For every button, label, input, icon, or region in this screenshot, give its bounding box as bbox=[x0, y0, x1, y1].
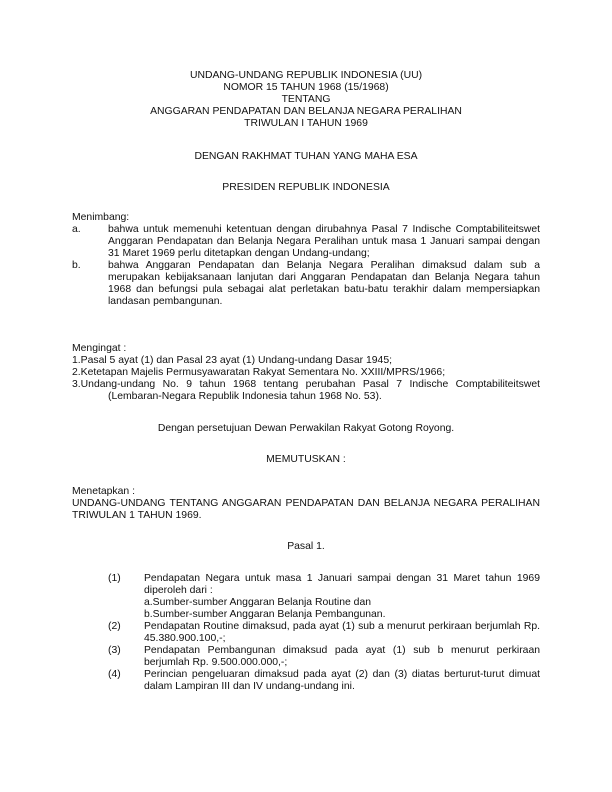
item-label: (2) bbox=[108, 621, 121, 632]
mengingat-item: 1.Pasal 5 ayat (1) dan Pasal 23 ayat (1) Undang-undang Dasar 1945; bbox=[72, 355, 393, 366]
pasal-item bbox=[108, 669, 540, 693]
menetapkan-section bbox=[72, 486, 540, 522]
menetapkan-text: UNDANG-UNDANG TENTANG ANGGARAN PENDAPATAN DAN BELANJA NEGARA PERALIHAN TRIWULAN 1 TAHUN 1969. bbox=[72, 498, 540, 521]
title-line: NOMOR 15 TAHUN 1968 (15/1968) bbox=[223, 82, 389, 93]
menimbang-item bbox=[72, 260, 540, 308]
item-text: bahwa untuk memenuhi ketentuan dengan dirubahnya Pasal 7 Indische Comptabiliteitswet Anggaran Pendapatan dan Belanja Negara Peralihan untuk masa 1 Januari sampai dengan 31 Maret 1969 perlu ditetapkan dengan Undang-undang; bbox=[108, 224, 540, 259]
president-heading: PRESIDEN REPUBLIK INDONESIA bbox=[222, 182, 390, 193]
sub-item: a.Sumber-sumber Anggaran Belanja Routine dan bbox=[144, 597, 372, 608]
title-line: ANGGARAN PENDAPATAN DAN BELANJA NEGARA PERALIHAN bbox=[150, 106, 462, 117]
sub-item: b.Sumber-sumber Anggaran Belanja Pembangunan. bbox=[144, 609, 386, 620]
approval-statement: Dengan persetujuan Dewan Perwakilan Rakyat Gotong Royong. bbox=[157, 423, 455, 434]
title-line: UNDANG-UNDANG REPUBLIK INDONESIA (UU) bbox=[189, 70, 423, 81]
invocation: DENGAN RAKHMAT TUHAN YANG MAHA ESA bbox=[194, 151, 418, 162]
item-text: Perincian pengeluaran dimaksud pada ayat (2) dan (3) diatas berturut-turut dimuat dalam Lampiran III dan IV undang-undang ini. bbox=[144, 669, 540, 692]
item-text: Pendapatan Pembangunan dimaksud pada ayat (1) sub b menurut perkiraan berjumlah Rp. 9.500.000.000,-; bbox=[144, 645, 540, 668]
mengingat-item: 3.Undang-undang No. 9 tahun 1968 tentang perubahan Pasal 7 Indische Comptabiliteitswet (Lembaran-Negara Republik Indonesia tahun 1968 No. 53). bbox=[72, 379, 540, 402]
pasal-1-title: Pasal 1. bbox=[287, 541, 325, 552]
item-text: Pendapatan Routine dimaksud, pada ayat (1) sub a menurut perkiraan berjumlah Rp. 45.380.900.100,-; bbox=[144, 621, 540, 644]
item-label: b. bbox=[72, 260, 81, 271]
pasal-item bbox=[108, 621, 540, 645]
item-text: bahwa Anggaran Pendapatan dan Belanja Negara Peralihan dimaksud dalam sub a merupakan kebijaksanaan lanjutan dari Anggaran Pendapatan dan Belanja Negara tahun 1968 dan befungsi pula sebagai alat perletakan batu-batu terakhir dalam mempersiapkan landasan pembangunan. bbox=[108, 260, 540, 307]
pasal-item bbox=[108, 573, 540, 621]
decision-heading: MEMUTUSKAN : bbox=[266, 454, 346, 465]
menetapkan-heading: Menetapkan : bbox=[72, 486, 135, 497]
item-label: (1) bbox=[108, 573, 121, 584]
item-label: a. bbox=[72, 224, 81, 235]
menimbang-heading: Menimbang: bbox=[72, 212, 130, 223]
item-text: Pendapatan Negara untuk masa 1 Januari sampai dengan 31 Maret tahun 1969 diperoleh dari : bbox=[144, 573, 540, 596]
item-label: (3) bbox=[108, 645, 121, 656]
item-label: (4) bbox=[108, 669, 121, 680]
pasal-1-items bbox=[108, 573, 540, 693]
mengingat-section bbox=[72, 343, 540, 403]
document-title bbox=[72, 70, 540, 130]
title-line: TENTANG bbox=[281, 94, 331, 105]
pasal-item bbox=[108, 645, 540, 669]
item-body bbox=[144, 573, 540, 621]
title-line: TRIWULAN I TAHUN 1969 bbox=[244, 118, 368, 129]
menimbang-item bbox=[72, 224, 540, 260]
mengingat-item: 2.Ketetapan Majelis Permusyawaratan Rakyat Sementara No. XXIII/MPRS/1966; bbox=[72, 367, 446, 378]
menimbang-section bbox=[72, 212, 540, 308]
mengingat-heading: Mengingat : bbox=[72, 343, 127, 354]
